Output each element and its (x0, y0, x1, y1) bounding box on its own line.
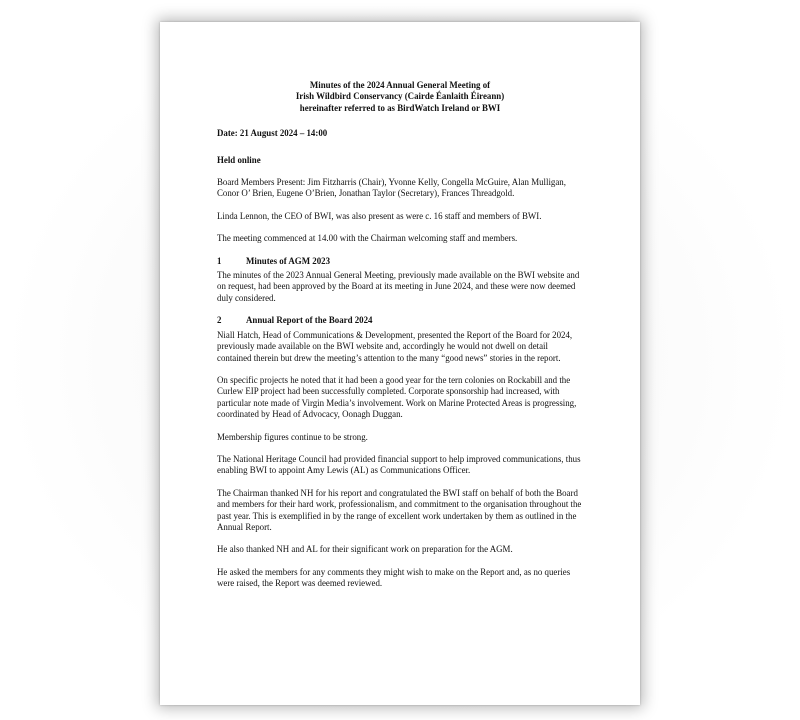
board-members-paragraph: Board Members Present: Jim Fitzharris (Chair), Yvonne Kelly, Congella McGuire, Alan Mulligan, Conor O’ Brien, Eugene O’Brien, Jonathan Taylor (Secretary), Frances Threadgold. (217, 177, 566, 199)
section-2-paragraph: Niall Hatch, Head of Communications & Development, presented the Report of the Board for 2024, previously made available on the BWI website and, accordingly he would not dwell on detail contained therein but drew the meeting’s attention to the many “good news” stories in the report. (217, 329, 573, 363)
section-number: 1 (217, 255, 222, 266)
section-heading-2 (217, 315, 583, 326)
title-line: Irish Wildbird Conservancy (Cairde Éanlaith Éireann) (295, 91, 505, 102)
meeting-format: Held online (217, 154, 261, 165)
title-line: Minutes of the 2024 Annual General Meeting of (309, 80, 491, 90)
section-title: Annual Report of the Board 2024 (246, 315, 373, 326)
section-number: 2 (217, 315, 222, 326)
document-body (217, 80, 583, 590)
title-line: hereinafter referred to as BirdWatch Ireland or BWI (299, 102, 501, 113)
document-title (217, 80, 583, 114)
document-page (160, 22, 640, 705)
section-2-paragraph: On specific projects he noted that it had been a good year for the tern colonies on Rockabill and the Curlew EIP project had been successfully completed. Corporate sponsorship had increased, with particular note made of Virgin Media’s involvement. Work on Marine Protected Areas is progressing, coordinated by Head of Advocacy, Oonagh Duggan. (217, 374, 577, 420)
meeting-date: Date: 21 August 2024 – 14:00 (217, 128, 328, 139)
attendance-paragraph: Linda Lennon, the CEO of BWI, was also present as were c. 16 staff and members of BWI. (217, 210, 542, 221)
section-2-paragraph: Membership figures continue to be strong. (217, 431, 368, 442)
section-2-paragraph: He also thanked NH and AL for their significant work on preparation for the AGM. (217, 544, 513, 555)
section-1-paragraph: The minutes of the 2023 Annual General Meeting, previously made available on the BWI website and on request, had been approved by the Board at its meeting in June 2024, and these were now deemed duly considered. (217, 270, 580, 303)
commencement-paragraph: The meeting commenced at 14.00 with the Chairman welcoming staff and members. (217, 233, 518, 244)
section-title: Minutes of AGM 2023 (246, 255, 331, 266)
section-2-paragraph: The Chairman thanked NH for his report and congratulated the BWI staff on behalf of both the Board and members for their hard work, professionalism, and commitment to the organisation throughout the past year. This is exemplified in by the range of excellent work undertaken by them as outlined in the Annual Report. (217, 487, 582, 532)
section-2-paragraph: He asked the members for any comments they might wish to make on the Report and, as no queries were raised, the Report was deemed reviewed. (217, 566, 571, 589)
section-2-paragraph: The National Heritage Council had provided financial support to help improved communications, thus enabling BWI to appoint Amy Lewis (AL) as Communications Officer. (217, 453, 581, 476)
section-heading-1 (217, 256, 583, 267)
